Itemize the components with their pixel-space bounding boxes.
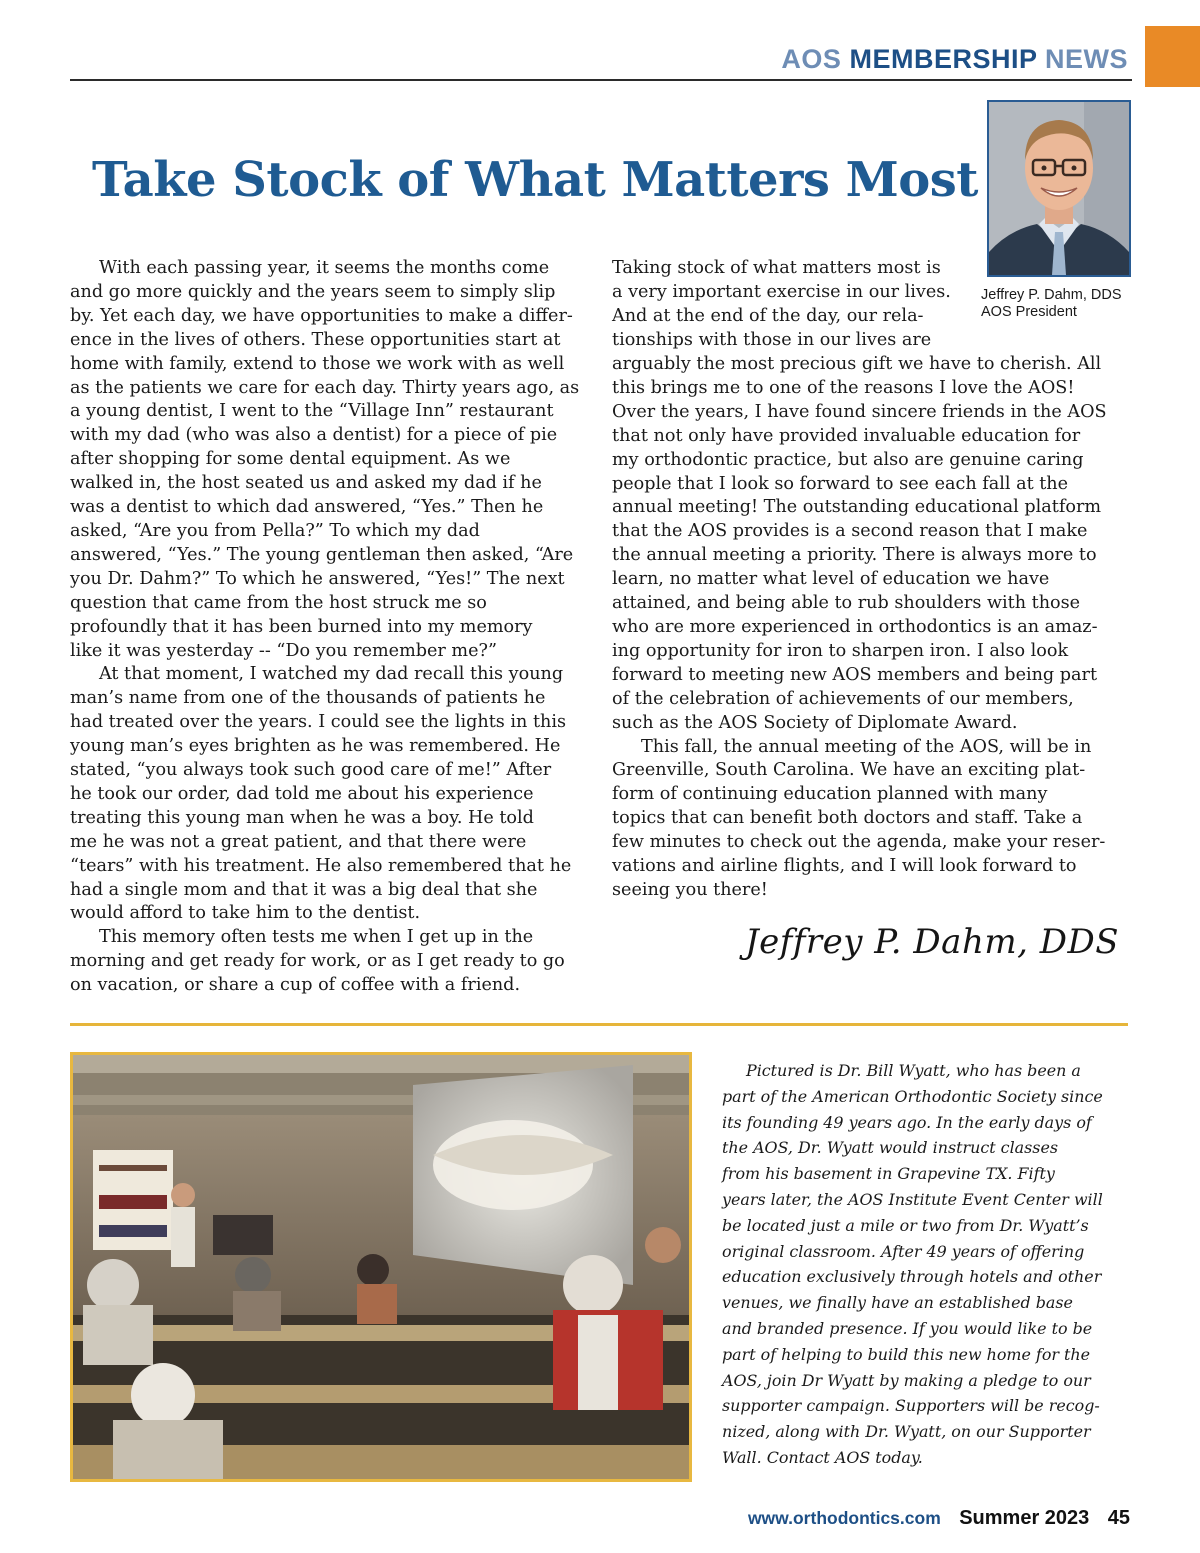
article-text-line: he took our order, dad told me about his experience: [70, 783, 534, 804]
section-divider: [70, 1023, 1128, 1026]
author-signature: Jeffrey P. Dahm, DDS: [745, 922, 1120, 962]
article-text-line: attained, and being able to rub shoulders with those: [612, 593, 1081, 614]
article-text-line: With each passing year, it seems the months come: [99, 258, 550, 278]
photo-caption-line: and branded presence. If you would like to be: [722, 1318, 1093, 1338]
article-right-column-top: [612, 257, 962, 353]
photo-caption-line: original classroom. After 49 years of offering: [722, 1241, 1085, 1261]
article-text-line: man’s name from one of the thousands of patients he: [70, 688, 546, 709]
photo-caption-line: Pictured is Dr. Bill Wyatt, who has been a: [746, 1061, 1081, 1080]
article-text-line: question that came from the host struck me so: [70, 592, 487, 613]
article-text-line: Taking stock of what matters most is: [612, 258, 941, 278]
article-text-line: ing opportunity for iron to sharpen iron. I also look: [612, 640, 1069, 661]
article-text-line: on vacation, or share a cup of coffee with a friend.: [70, 975, 521, 996]
article-text-line: morning and get ready for work, or as I get ready to go: [70, 951, 565, 972]
article-title: Take Stock of What Matters Most: [92, 152, 978, 208]
photo-caption-line: Wall. Contact AOS today.: [722, 1447, 923, 1467]
photo-caption-line: years later, the AOS Institute Event Center will: [722, 1189, 1103, 1209]
photo-caption-line: part of helping to build this new home for the: [722, 1344, 1091, 1364]
article-text-line: of the celebration of achievements of our members,: [612, 688, 1074, 709]
section-header: [781, 44, 1128, 75]
article-text-line: vations and airline flights, and I will look forward to: [612, 856, 1077, 877]
article-text-line: seeing you there!: [612, 879, 768, 900]
article-text-line: as the patients we care for each day. Thirty years ago, as: [70, 377, 580, 398]
article-text-line: people that I look so forward to see each fall at the: [612, 473, 1069, 494]
article-text-line: tionships with those in our lives are: [612, 329, 932, 350]
article-text-line: asked, “Are you from Pella?” To which my dad: [70, 520, 480, 541]
portrait-caption-name: Jeffrey P. Dahm, DDS: [981, 287, 1122, 303]
section-header-aos: AOS: [781, 44, 842, 74]
footer-issue: Summer 2023: [959, 1507, 1090, 1529]
article-text-line: Over the years, I have found sincere friends in the AOS: [612, 401, 1107, 422]
article-text-line: annual meeting! The outstanding educational platform: [612, 497, 1102, 518]
article-text-line: answered, “Yes.” The young gentleman then asked, “Are: [70, 544, 574, 565]
photo-caption-line: the AOS, Dr. Wyatt would instruct classes: [722, 1138, 1059, 1158]
article-text-line: such as the AOS Society of Diplomate Award.: [612, 712, 1018, 733]
article-text-line: who are more experienced in orthodontics is an amaz-: [612, 616, 1098, 637]
photo-caption-line: its founding 49 years ago. In the early days of: [722, 1112, 1092, 1132]
photo-caption-line: be located just a mile or two from Dr. Wyatt’s: [722, 1215, 1089, 1235]
article-text-line: arguably the most precious gift we have to cherish. All: [612, 354, 1102, 374]
section-header-news: NEWS: [1045, 44, 1128, 74]
article-text-line: had treated over the years. I could see the lights in this: [70, 712, 567, 733]
article-text-line: At that moment, I watched my dad recall this young: [99, 664, 564, 685]
section-header-membership: MEMBERSHIP: [849, 44, 1037, 74]
article-text-line: with my dad (who was also a dentist) for a piece of pie: [70, 425, 558, 446]
article-text-line: young man’s eyes brighten as he was remembered. He: [70, 736, 561, 757]
photo-caption-line: AOS, join Dr Wyatt by making a pledge to our: [722, 1370, 1091, 1390]
article-text-line: Greenville, South Carolina. We have an exciting plat-: [612, 760, 1086, 781]
photo-caption-line: part of the American Orthodontic Society since: [722, 1086, 1103, 1106]
article-text-line: form of continuing education planned with many: [612, 784, 1048, 805]
article-text-line: would afford to take him to the dentist.: [70, 903, 421, 924]
article-text-line: ence in the lives of others. These opportunities start at: [70, 329, 561, 350]
article-right-column: [612, 353, 1132, 903]
header-divider: [70, 79, 1132, 81]
article-text-line: by. Yet each day, we have opportunities to make a differ-: [70, 305, 573, 326]
photo-caption-line: from his basement in Grapevine TX. Fifty: [722, 1164, 1055, 1184]
portrait-caption-title: AOS President: [981, 304, 1077, 320]
article-text-line: the annual meeting a priority. There is always more to: [612, 545, 1097, 566]
article-text-line: me he was not a great patient, and that there were: [70, 831, 527, 852]
article-text-line: a young dentist, I went to the “Village Inn” restaurant: [70, 401, 554, 422]
photo-caption-line: nized, along with Dr. Wyatt, on our Supporter: [722, 1422, 1091, 1442]
article-text-line: a very important exercise in our lives.: [612, 281, 951, 302]
article-text-line: stated, “you always took such good care of me!” After: [70, 760, 552, 781]
article-text-line: home with family, extend to those we work with as well: [70, 353, 565, 374]
article-text-line: you Dr. Dahm?” To which he answered, “Yes!” The next: [70, 568, 565, 589]
page-number: 45: [1107, 1507, 1130, 1529]
article-text-line: after shopping for some dental equipment. As we: [70, 449, 511, 470]
photo-caption: [722, 1058, 1132, 1471]
article-text-line: And at the end of the day, our rela-: [612, 305, 924, 326]
article-text-line: few minutes to check out the agenda, make your reser-: [612, 832, 1106, 853]
article-text-line: and go more quickly and the years seem to simply slip: [70, 281, 556, 302]
article-text-line: this brings me to one of the reasons I love the AOS!: [612, 377, 1075, 398]
article-text-line: my orthodontic practice, but also are genuine caring: [612, 449, 1084, 470]
portrait-caption: [981, 287, 1122, 321]
article-left-column: [70, 257, 590, 998]
article-text-line: was a dentist to which dad answered, “Yes.” Then he: [70, 497, 544, 518]
article-text-line: like it was yesterday -- “Do you remember me?”: [70, 640, 497, 661]
article-text-line: treating this young man when he was a boy. He told: [70, 807, 534, 828]
photo-caption-line: venues, we finally have an established base: [722, 1293, 1073, 1313]
section-tab: [1145, 26, 1200, 87]
article-text-line: that not only have provided invaluable education for: [612, 425, 1081, 446]
photo-caption-line: supporter campaign. Supporters will be recog-: [722, 1396, 1100, 1416]
article-text-line: This fall, the annual meeting of the AOS, will be in: [641, 736, 1092, 757]
classroom-photo: [70, 1052, 692, 1482]
article-text-line: had a single mom and that it was a big deal that she: [70, 879, 538, 900]
article-text-line: forward to meeting new AOS members and being part: [612, 664, 1098, 685]
article-text-line: This memory often tests me when I get up in the: [99, 927, 534, 948]
article-text-line: that the AOS provides is a second reason that I make: [612, 521, 1088, 542]
article-text-line: “tears” with his treatment. He also remembered that he: [70, 855, 572, 876]
photo-caption-line: education exclusively through hotels and other: [722, 1267, 1102, 1287]
article-text-line: walked in, the host seated us and asked my dad if he: [70, 473, 542, 494]
article-text-line: profoundly that it has been burned into my memory: [70, 616, 533, 637]
page-footer: [748, 1507, 1130, 1530]
footer-website-link[interactable]: www.orthodontics.com: [747, 1508, 941, 1528]
author-portrait-photo: [987, 100, 1131, 277]
article-text-line: learn, no matter what level of education we have: [612, 569, 1050, 590]
article-text-line: topics that can benefit both doctors and staff. Take a: [612, 808, 1083, 829]
